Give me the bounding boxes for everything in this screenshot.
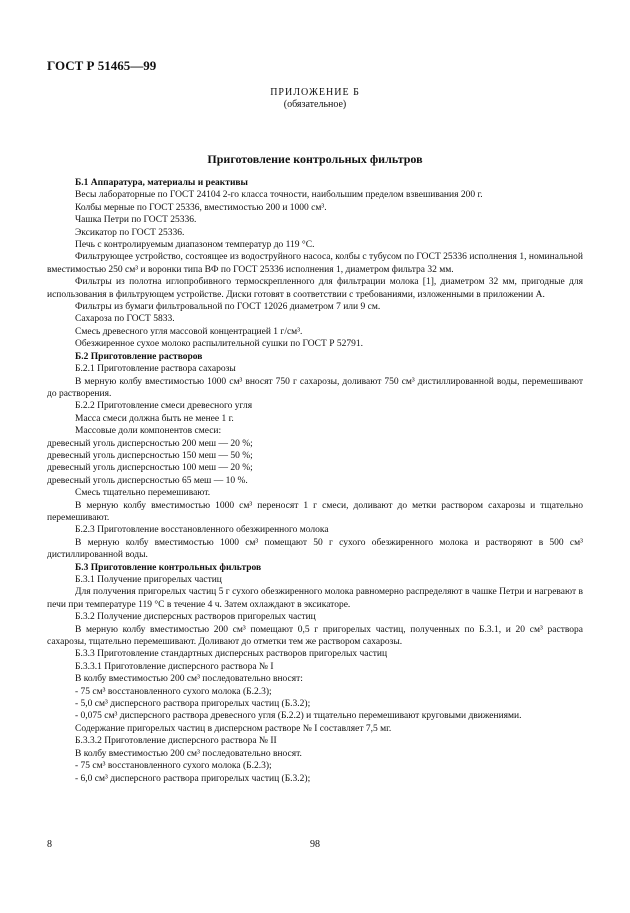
paragraph: В мерную колбу вместимостью 1000 см³ вносят 750 г сахарозы, доливают 750 см³ дистиллированной воды, перемешивают до растворения. (47, 376, 583, 399)
page-number: 98 (310, 839, 320, 850)
paragraph: Б.2 Приготовление растворов (75, 351, 203, 362)
paragraph: Б.3.3.2 Приготовление дисперсного раствора № II (75, 736, 277, 747)
paragraph: Б.2.2 Приготовление смеси древесного угля (75, 401, 253, 412)
document-number: ГОСТ Р 51465—99 (47, 58, 157, 73)
paragraph: В мерную колбу вместимостью 200 см³ помещают 0,5 г пригорелых частиц, полученных по Б.3.1, и 20 см³ раствора сахарозы, тщательно перемешивают. Доливают до отметки тем же раствором сахарозы. (47, 624, 583, 648)
paragraph: Б.3.3.1 Приготовление дисперсного раствора № I (75, 661, 274, 672)
paragraph: древесный уголь дисперсностью 150 меш — 50 %; (47, 450, 253, 461)
paragraph: Эксикатор по ГОСТ 25336. (75, 227, 185, 238)
paragraph: Б.3.1 Получение пригорелых частиц (75, 575, 222, 585)
paragraph: Б.1 Аппаратура, материалы и реактивы (75, 178, 248, 188)
paragraph: В колбу вместимостью 200 см³ последовательно вносят: (75, 674, 303, 685)
body-text (47, 177, 583, 785)
paragraph: Б.3.3 Приготовление стандартных дисперсных растворов пригорелых частиц (75, 649, 388, 660)
paragraph: Содержание пригорелых частиц в дисперсном растворе № I составляет 7,5 мг. (75, 723, 392, 734)
appendix-heading (0, 87, 630, 110)
footer-left-number: 8 (47, 839, 52, 850)
paragraph: Б.2.1 Приготовление раствора сахарозы (75, 364, 236, 375)
paragraph: древесный уголь дисперсностью 200 меш — 20 %; (47, 438, 253, 449)
paragraph: В мерную колбу вместимостью 1000 см³ переносят 1 г смеси, доливают до метки раствором сахарозы и тщательно перемешивают. (47, 500, 583, 523)
appendix-subtitle: (обязательное) (283, 99, 347, 110)
paragraph: Фильтры из полотна иглопробивного термоскрепленного для фильтрации молока [1], диаметром 32 мм, пригодные для использования в фильтрующем устройстве. Диски готовят в соответствии с требованиями, изложенными в приложении А. (47, 277, 583, 300)
paragraph: Обезжиренное сухое молоко распылительной сушки по ГОСТ Р 52791. (75, 339, 363, 350)
paragraph: - 0,075 см³ дисперсного раствора древесного угля (Б.2.2) и тщательно перемешивают круговыми движениями. (75, 711, 522, 722)
paragraph: Для получения пригорелых частиц 5 г сухого обезжиренного молока равномерно распределяют в чашке Петри и нагревают в печи при температуре 119 °С в течение 4 ч. Затем охлаждают в эксикаторе. (47, 587, 583, 610)
paragraph: Б.3.2 Получение дисперсных растворов пригорелых частиц (75, 612, 316, 623)
paragraph: - 5,0 см³ дисперсного раствора пригорелых частиц (Б.3.2); (75, 699, 311, 710)
paragraph: Массовые доли компонентов смеси: (75, 426, 222, 437)
paragraph: Смесь тщательно перемешивают. (75, 488, 211, 499)
paragraph: - 75 см³ восстановленного сухого молока (Б.2.3); (75, 686, 272, 697)
paragraph: Колбы мерные по ГОСТ 25336, вместимостью 200 и 1000 см³. (75, 202, 327, 213)
paragraph: древесный уголь дисперсностью 100 меш — 20 %; (47, 463, 253, 474)
paragraph: - 6,0 см³ дисперсного раствора пригорелых частиц (Б.3.2); (75, 773, 311, 784)
section-title: Приготовление контрольных фильтров (207, 152, 423, 166)
paragraph: Б.2.3 Приготовление восстановленного обезжиренного молока (75, 525, 329, 536)
paragraph: В колбу вместимостью 200 см³ последовательно вносят. (75, 748, 302, 759)
paragraph: Сахароза по ГОСТ 5833. (75, 314, 175, 325)
paragraph: Чашка Петри по ГОСТ 25336. (75, 215, 197, 226)
paragraph: Фильтры из бумаги фильтровальной по ГОСТ 12026 диаметром 7 или 9 см. (75, 302, 381, 313)
paragraph: Б.3 Приготовление контрольных фильтров (75, 562, 262, 573)
paragraph: древесный уголь дисперсностью 65 меш — 10 %. (47, 475, 248, 486)
paragraph: Смесь древесного угля массовой концентрацией 1 г/см³. (75, 326, 303, 337)
paragraph: - 75 см³ восстановленного сухого молока (Б.2.3); (75, 761, 272, 772)
paragraph: В мерную колбу вместимостью 1000 см³ помещают 50 г сухого обезжиренного молока и растворяют в 500 см³ дистиллированной воды. (47, 537, 583, 561)
paragraph: Печь с контролируемым диапазоном температур до 119 °С. (75, 240, 315, 251)
paragraph: Весы лабораторные по ГОСТ 24104 2-го класса точности, наибольшим пределом взвешивания 200 г. (75, 190, 483, 201)
appendix-title: ПРИЛОЖЕНИЕ Б (270, 87, 360, 98)
paragraph: Масса смеси должна быть не менее 1 г. (75, 413, 234, 424)
paragraph: Фильтрующее устройство, состоящее из водоструйного насоса, колбы с тубусом по ГОСТ 25336 исполнения 1, номинальной вместимостью 250 см³ и воронки типа ВФ по ГОСТ 25336 исполнения 1, диаметром фильтра 32 мм. (47, 252, 583, 275)
